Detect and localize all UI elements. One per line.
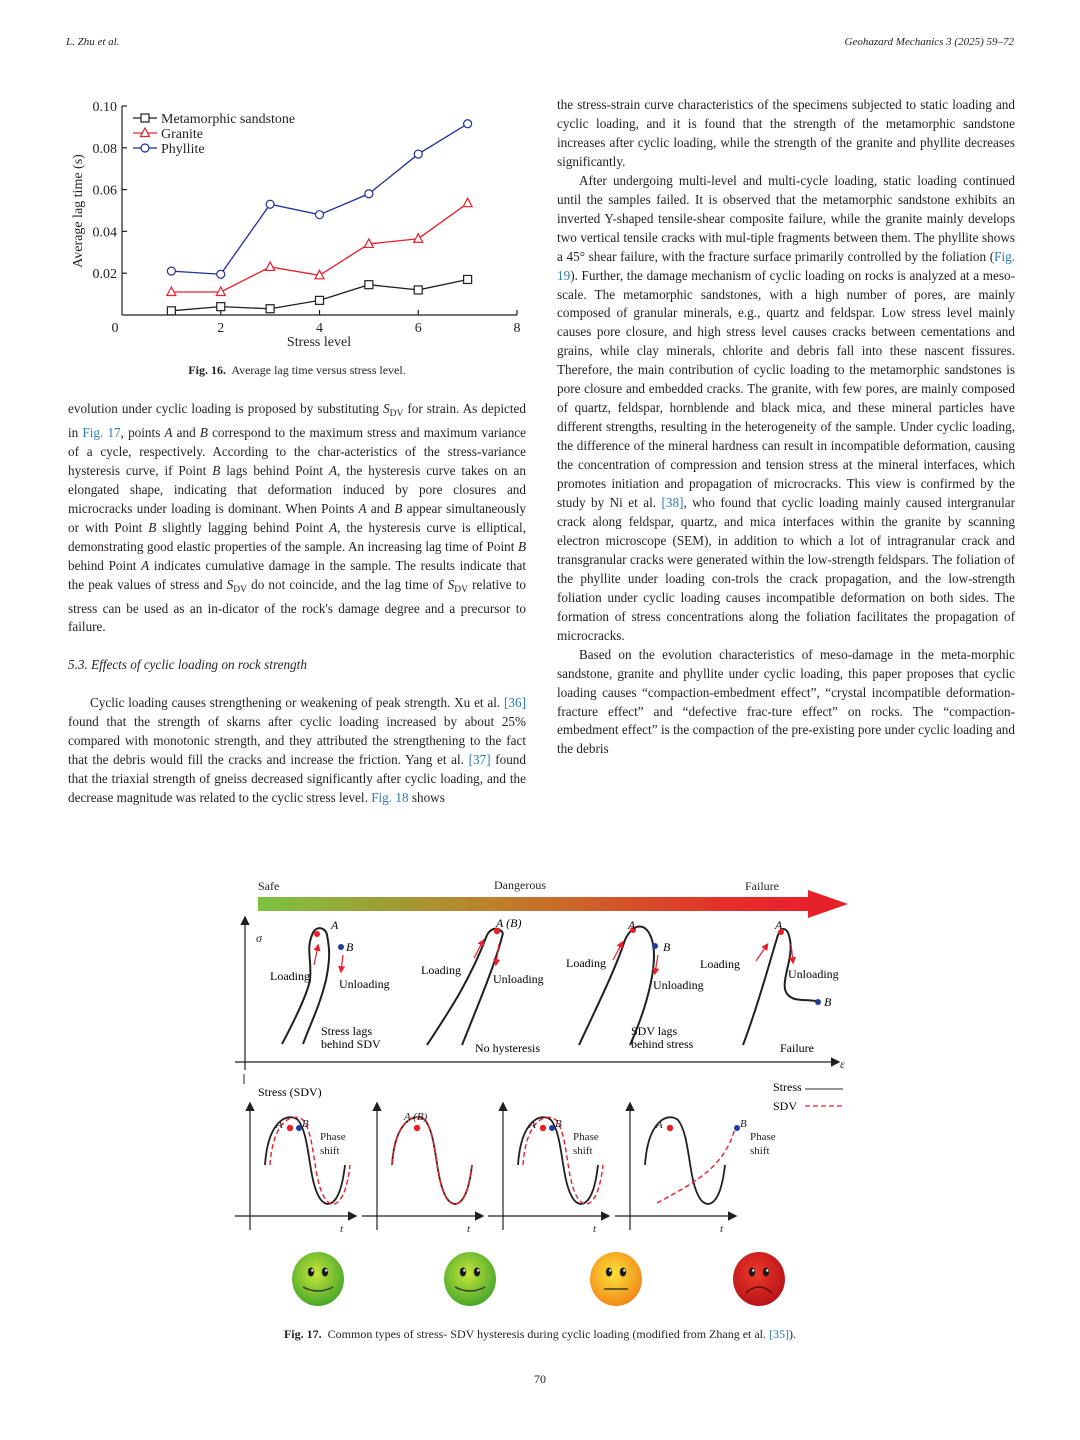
lower-y-label: Stress (SDV) [258,1085,322,1099]
svg-text:6: 6 [414,321,422,336]
svg-text:B: B [346,940,354,954]
neutral-face-icon [590,1252,642,1306]
svg-text:t: t [340,1223,344,1235]
paragraph: the stress-strain curve characteristics of the specimens subjected to static loading and cyclic loading, and it is found that the strength of the metamorphic sandstone increases after cyclic loading, while the strength of the granite and phyllite decreases significantly. [557,97,1015,169]
label-dangerous: Dangerous [494,878,546,892]
svg-text:Granite: Granite [161,127,203,142]
svg-text:Unloading: Unloading [339,977,390,991]
svg-text:Metamorphic sandstone: Metamorphic sandstone [161,112,296,127]
svg-text:Unloading: Unloading [653,978,704,992]
svg-text:0: 0 [111,321,119,336]
ref-36-link[interactable]: [36] [504,695,526,711]
caption-text: Average lag time versus stress level. [231,363,406,377]
phase-panel-2 [362,1104,482,1235]
svg-text:A: A [529,1119,536,1131]
hysteresis-diagram [230,868,850,1318]
svg-text:Loading: Loading [270,969,310,983]
paragraph: After undergoing multi-level and multi-cycle loading, static loading continued until the samples failed. It is observed that the metamorphic sandstone exhibits an inverted Y-shaped tensile-shear composite failure, while the granite mainly develops two vertical tensile cracks with mul-tiple fragments between them. The phyllite shows a 45° shear failure, with the fracture surface primarily controlled by the foliation (Fig. 19). Further, the damage mechanism of cyclic loading on rocks is analyzed at a meso-scale. The metamorphic sandstones, with a high number of pores, are mainly composed of granular minerals, e.g., quartz and feldspar. Low stress level mainly causes pore closure, and high stress level causes cracks between cementations and grains, while clay minerals, chlorite and debris fall into these nascent fissures. Therefore, the main contribution of cyclic loading to the metamorphic sandstones is pore closure and embedded cracks. The granite, with few pores, are mainly composed of quartz, feldspar, hornblende and black mica, and these mineral particles have different strengths, resulting in the heterogeneity of the sample. Under cyclic loading, the difference of the mineral hardness can result in incompatible deformation, causing the concentration of compression and tension stress at the mineral interfaces, which promotes initiation and propagation of microcracks. This view is confirmed by the study by Ni et al. [38], who found that cyclic loading mainly caused intergranular crack along feldspar, quartz, and mica interfaces within the granite by scanning electron microscope (SEM), in addition to which a lot of intragranular crack and transgranular cracks were generated within the low-strength feldspars. The foliation of the phyllite under loading con-trols the crack propagation, and the low-strength foliation under cyclic loading causes incompatible deformation on both sides. The formation of stress concentrations along the foliation facilitates the propagation of microcracks. [557,172,1015,643]
happy-face-icon [444,1252,496,1306]
running-header [66,36,1014,52]
figure-17-caption: Fig. 17. Common types of stress- SDV hysteresis during cyclic loading (modified from Zhang et al. [35]). [283,1327,797,1341]
paragraph: Based on the evolution characteristics of meso-damage in the meta-morphic sandstone, granite and phyllite under cyclic loading, this paper proposes that cyclic loading causes “compaction-embedment effect”, “crystal incompatible deformation-fracture effect” and “defective frac-ture effect” on rocks. The “compaction-embedment effect” is the compaction of the pre-existing pore under cyclic loading and the debris [557,646,1015,757]
ref-35-link[interactable]: [35] [769,1327,790,1341]
phase-panel-1 [235,1104,355,1235]
epsilon-label: ε [840,1057,845,1071]
svg-text:4: 4 [316,321,323,336]
svg-text:Phase: Phase [320,1131,346,1143]
svg-text:t: t [467,1223,471,1235]
svg-text:A (B): A (B) [404,1111,428,1123]
header-journal: Geohazard Mechanics 3 (2025) 59–72 [844,36,1014,48]
svg-text:Loading: Loading [700,957,740,971]
svg-text:8: 8 [513,321,521,336]
svg-text:Phyllite: Phyllite [161,142,205,157]
figure-17-diagram [230,868,850,1318]
fig19-link[interactable]: Fig. 19 [557,248,1015,283]
right-column-text [557,96,1015,759]
svg-text:0.04: 0.04 [92,225,117,241]
figure-16-chart [60,92,530,362]
svg-text:t: t [593,1223,597,1235]
hysteresis-panel-stress-lags [270,918,390,1051]
svg-text:0.08: 0.08 [92,141,117,157]
svg-text:Phase: Phase [750,1131,776,1143]
svg-text:2: 2 [217,321,225,336]
svg-text:B: B [302,1118,309,1130]
svg-text:Loading: Loading [566,956,606,970]
svg-text:shift: shift [573,1145,593,1157]
left-column-text [68,400,526,808]
svg-text:Unloading: Unloading [788,967,839,981]
header-authors: L. Zhu et al. [66,36,120,48]
svg-text:A (B): A (B) [496,916,522,930]
svg-text:shift: shift [320,1145,340,1157]
fig17-link[interactable]: Fig. 17 [82,424,121,440]
status-faces [292,1252,785,1306]
svg-text:t: t [720,1223,724,1235]
svg-text:Unloading: Unloading [493,972,544,986]
x-axis-label: Stress level [286,335,352,350]
svg-text:B: B [663,940,671,954]
phase-shift-panels [235,1104,776,1235]
svg-text:Phase: Phase [573,1131,599,1143]
hysteresis-panel-no-hysteresis [421,916,544,1055]
svg-text:A: A [276,1119,283,1131]
chart-series [167,120,472,315]
svg-text:B: B [740,1118,747,1130]
svg-text:B: B [555,1118,562,1130]
svg-text:0.10: 0.10 [92,100,117,115]
svg-text:B: B [824,995,832,1009]
paragraph: evolution under cyclic loading is proposed by substituting $S_{DV}$ for strain. As depicted in Fig. 17, points A and B correspond to the maximum stress and maximum variance of a cycle, respectively. According to the char-acteristics of the stress-variance hysteresis curve, if Point B lags behind Point A, the hysteresis curve takes on an elongated shape, indicating that deformation induced by pore closures and microcracks under loading is dominant. When Points A and B appear simultaneously or with Point B slightly lagging behind Point A, the hysteresis curve is elliptical, demonstrating good elastic properties of the sample. An increasing lag time of Point B behind Point A indicates cumulative damage in the sample. The results indicate that the peak values of stress and $S_{DV}$ do not coincide, and the lag time of $S_{DV}$ relative to stress can be used as an in-dicator of the rock's damage degree and a precursor to failure. [68,401,527,635]
y-axis-label: Average lag time (s) [71,154,86,268]
svg-text:behind SDV: behind SDV [321,1037,381,1051]
svg-text:SDV lags: SDV lags [631,1024,678,1038]
hysteresis-panel-failure [700,918,839,1055]
svg-text:A: A [628,918,636,932]
risk-gradient-arrow [258,890,848,918]
legend-sdv: SDV [773,1099,798,1113]
svg-text:shift: shift [750,1145,770,1157]
caption-label: Fig. 16. [188,363,226,377]
fig18-link[interactable]: Fig. 18 [371,790,409,806]
ref-38-link[interactable]: [38] [661,495,684,511]
sigma-label: σ [256,931,262,945]
svg-text:0.06: 0.06 [92,183,117,199]
label-safe: Safe [258,879,280,893]
figure-16-caption [68,363,526,378]
svg-text:Stress lags: Stress lags [321,1024,372,1038]
section-heading-5-3: 5.3. Effects of cyclic loading on rock strength [68,657,307,673]
svg-text:Failure: Failure [780,1041,814,1055]
svg-text:behind stress: behind stress [631,1037,694,1051]
svg-text:No hysteresis: No hysteresis [475,1041,540,1055]
svg-text:A: A [331,918,339,932]
happy-face-icon [292,1252,344,1306]
phase-panel-3 [488,1104,608,1235]
page-number: 70 [534,1372,546,1386]
svg-text:A: A [775,918,783,932]
series-phyllite [167,120,471,278]
lag-time-line-chart [60,92,530,362]
paragraph: Cyclic loading causes strengthening or weakening of peak strength. Xu et al. [36] found that the strength of skarns after cyclic loading increased by about 25% compared with monotonic strength, and they attributed the strengthening to the fact that the debris would fill the cracks and increase the friction. Yang et al. [37] found that the triaxial strength of gneiss decreased significantly after cyclic loading, and the decrease magnitude was related to the cyclic stress level. Fig. 18 shows [68,695,526,806]
svg-text:Loading: Loading [421,963,461,977]
chart-legend [133,112,295,157]
label-failure: Failure [745,879,779,893]
legend-stress: Stress [773,1080,802,1094]
svg-text:A: A [656,1119,663,1131]
series-metamorphic-sandstone [167,275,471,314]
hysteresis-panel-sdv-lags [566,918,704,1051]
ref-37-link[interactable]: [37] [468,752,491,768]
svg-text:0.02: 0.02 [92,267,117,283]
sad-face-icon [733,1252,785,1306]
phase-panel-4 [615,1104,776,1235]
